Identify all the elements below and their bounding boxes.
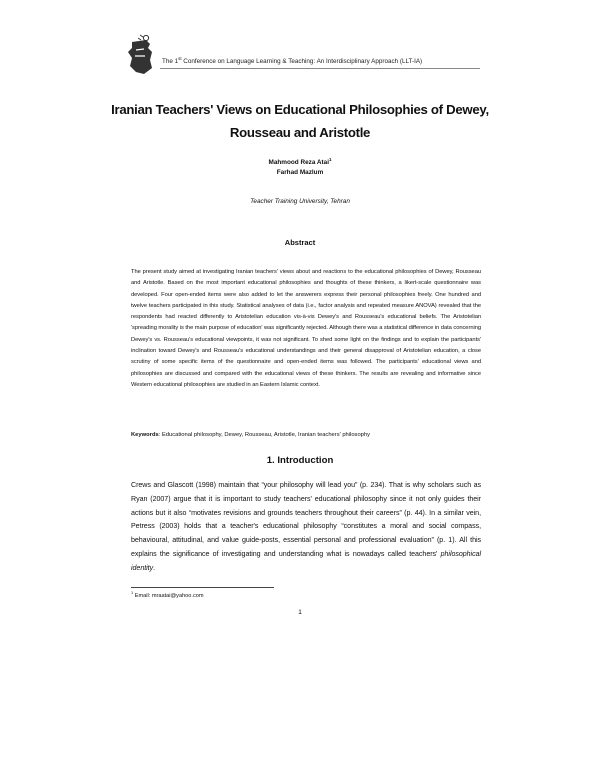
paper-title: Iranian Teachers' Views on Educational Philosophies of Dewey, Rousseau and Aristotle — [111, 102, 489, 140]
author-name: Farhad Mazlum — [276, 169, 324, 176]
author-list — [200, 158, 400, 178]
page-number: 1 — [298, 609, 302, 616]
footnote: $^1$ Email: mraatai@yahoo.com — [131, 590, 204, 599]
keywords-label: Keywords — [131, 432, 159, 438]
footnote-rule — [131, 587, 274, 588]
keywords-text: : Educational philosophy, Dewey, Rousseau, Aristotle, Iranian teachers' philosophy — [158, 432, 371, 438]
abstract-heading: Abstract — [284, 238, 316, 247]
affiliation: Teacher Training University, Tehran — [250, 198, 350, 205]
conference-logo — [126, 32, 156, 76]
conference-header: The 1st Conference on Language Learning & Teaching: An Interdisciplinary Approach (LLT-IA) — [162, 55, 423, 65]
keywords-line — [131, 432, 491, 438]
author-name: Mahmood Reza Atai$^1$ — [268, 156, 332, 166]
intro-paragraph: Crews and Glascott (1998) maintain that “your philosophy will lead you” (p. 234). That is why scholars such as Ryan (2007) argue that it is important to study teachers' educational philosophy since it not only guides their actions but it also “motivates revisions and grounds teachers throughout their careers” (p. 44). In a similar vein, Petress (2003) holds that a teacher's educational philosophy “constitutes a moral and social compass, behavioural, attitudinal, and value guide-posts, essential personal and professional evaluation” (p. 1). All this explains the significance of investigating and understanding what is nowadays called teachers' philosophical identity. — [131, 481, 481, 572]
section-heading: 1. Introduction — [266, 455, 334, 466]
header-rule — [160, 68, 480, 69]
intro-italic: philosophical identity — [131, 549, 481, 572]
abstract-text: The present study aimed at investigating Iranian teachers' views about and reactions to the educational philosophies of Dewey, Rousseau and Aristotle. Based on the most important educational philosophies and thoughts of these thinkers, a likert-scale questionnaire was developed. Four open-ended items were also added to let the answerers express their personal philosophies freely. One hundred and twelve teachers participated in this study. Statistical analyses of data (i.e., factor analysis and repeated measure ANOVA) revealed that the respondents had reacted differently to Aristotelian education vis-à-vis Dewey's and Rousseau's educational beliefs. The Aristotelian 'spreading morality is the main purpose of education' was significantly rejected. Although there was a statistical difference in data concerning Dewey's vs. Rousseau's educational viewpoints, it was not significant. To shed some light on the findings and to explain the participants' inclination toward Dewey's and Rousseau's educational understandings and their general disapproval of Aristotelian education, a close scrutiny of some specific items of the questionnaire and open-ended items was followed. The participants' educational views and philosophies are discussed and compared with the educational views of these thinkers. The results are revealing and informative since Western educational philosophies are studied in an Eastern Islamic context. — [131, 269, 481, 388]
